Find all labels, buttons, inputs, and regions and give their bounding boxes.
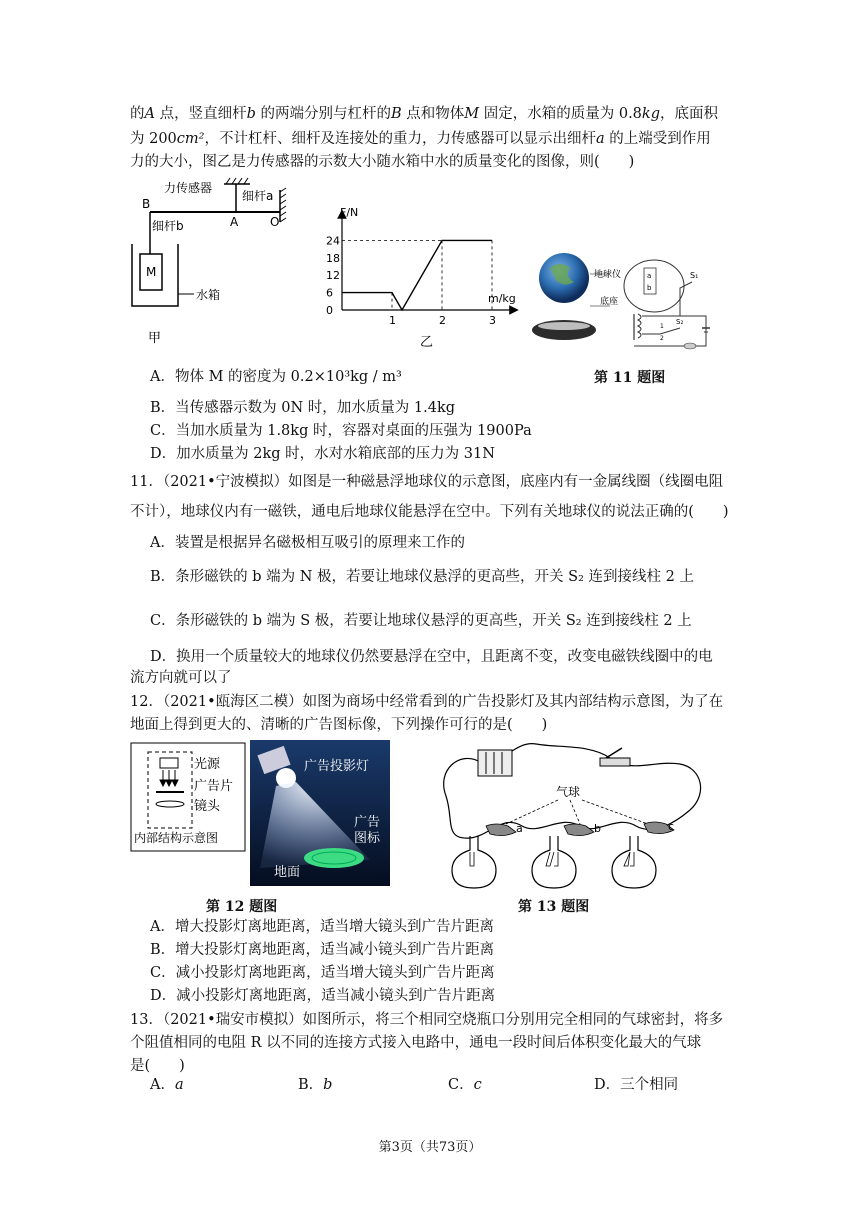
- x-tick-label: 3: [489, 314, 496, 327]
- y-tick-label: 24: [326, 234, 340, 248]
- label-globe: 地球仪: [594, 270, 622, 280]
- q12-stem-1: 12．（2021•瓯海区二模）如图为商场中经常看到的广告投影灯及其内部结构示意图，为了在: [130, 694, 724, 710]
- figure-13: [440, 740, 710, 890]
- intro-line-2: 为 200cm²，不计杠杆、细杆及连接处的重力，力传感器可以显示出细杆a 的上端受到作用: [130, 131, 711, 147]
- caption-jia: 甲: [148, 331, 162, 346]
- label-c: c: [668, 820, 675, 833]
- label-ad-film: 广告片: [194, 779, 234, 794]
- switch-icon: [600, 758, 630, 766]
- svg-text:b: b: [647, 284, 652, 292]
- label-rod-b: 细杆b: [152, 219, 184, 233]
- svg-text:1: 1: [660, 323, 664, 330]
- q13-stem-2: 个阻值相同的电阻 R 以不同的连接方式接入电路中，通电一段时间后体积变化最大的气球: [130, 1035, 702, 1051]
- label-lens: 镜头: [194, 799, 221, 814]
- q13-option-c[interactable]: C．c: [448, 1077, 482, 1093]
- figure-jia: [130, 172, 300, 352]
- chart-yi: [300, 200, 530, 352]
- photo-icon-1: 广告: [354, 815, 381, 830]
- y-tick-label: 18: [326, 251, 340, 265]
- label-sensor: 力传感器: [164, 181, 213, 195]
- svg-text:S₂: S₂: [676, 318, 684, 326]
- q12-option-a[interactable]: A．增大投影灯离地距离，适当增大镜头到广告片距离: [150, 919, 494, 935]
- label-A: A: [230, 215, 239, 229]
- caption-fig13: 第 13 题图: [518, 899, 590, 915]
- q13-stem-1: 13．（2021•瑞安市模拟）如图所示，将三个相同空烧瓶口分别用完全相同的气球密封，将多: [130, 1012, 724, 1028]
- q11-option-a[interactable]: A．装置是根据异名磁极相互吸引的原理来工作的: [150, 535, 465, 551]
- label-rod-a: 细杆a: [242, 189, 274, 203]
- figure-11: [530, 248, 730, 360]
- x-tick-label: 1: [389, 314, 396, 327]
- svg-text:a: a: [647, 272, 652, 280]
- label-base: 底座: [600, 297, 619, 307]
- label-tank: 水箱: [196, 288, 221, 302]
- q11-option-b[interactable]: B．条形磁铁的 b 端为 N 极，若要让地球仪悬浮的更高些，开关 S₂ 连到接线柱 2 上: [150, 569, 694, 585]
- intro-line-1: 的A 点，竖直细杆b 的两端分别与杠杆的B 点和物体M 固定，水箱的质量为 0.8kg，底面积: [130, 106, 718, 122]
- y-tick-label: 12: [326, 269, 340, 283]
- q10-option-c[interactable]: C．当加水质量为 1.8kg 时，容器对桌面的压强为 1900Pa: [150, 423, 532, 439]
- photo-icon-2: 图标: [354, 831, 381, 846]
- photo-title: 广告投影灯: [304, 759, 370, 774]
- q12-option-c[interactable]: C．减小投影灯离地距离，适当增大镜头到广告片距离: [150, 965, 495, 981]
- q11-option-c[interactable]: C．条形磁铁的 b 端为 S 极，若要让地球仪悬浮的更高些，开关 S₂ 连到接线柱 2 上: [150, 613, 692, 629]
- label-O: O: [270, 215, 280, 229]
- q13-option-b[interactable]: B．b: [298, 1077, 333, 1093]
- x-axis-label: m/kg: [488, 292, 516, 305]
- q12-option-d[interactable]: D．减小投影灯离地距离，适当减小镜头到广告片距离: [150, 988, 496, 1004]
- y-axis-label: F/N: [340, 206, 359, 219]
- intro-line-3: 力的大小，图乙是力传感器的示数大小随水箱中水的质量变化的图像，则( ): [130, 154, 635, 170]
- svg-text:2: 2: [660, 335, 664, 342]
- q13-stem-3: 是( ): [130, 1058, 185, 1074]
- q13-option-a[interactable]: A．a: [150, 1077, 184, 1093]
- x-tick-label: 2: [439, 314, 446, 327]
- battery-icon: [478, 750, 512, 776]
- series-line: [342, 240, 492, 310]
- svg-text:S₁: S₁: [690, 271, 699, 280]
- y-tick-label: 0: [326, 304, 333, 317]
- caption-fig11: 第 11 题图: [594, 370, 666, 386]
- q11-option-d-1[interactable]: D．换用一个质量较大的地球仪仍然要悬浮在空中，且距离不变，改变电磁铁线圈中的电: [150, 649, 713, 665]
- label-a: a: [516, 822, 523, 835]
- label-B: B: [142, 197, 151, 211]
- q11-option-d-2: 流方向就可以了: [130, 670, 232, 686]
- caption-fig12: 第 12 题图: [206, 899, 278, 915]
- label-b: b: [594, 822, 601, 835]
- q10-option-b[interactable]: B．当传感器示数为 0N 时，加水质量为 1.4kg: [150, 400, 456, 416]
- q12-option-b[interactable]: B．增大投影灯离地距离，适当减小镜头到广告片距离: [150, 942, 495, 958]
- label-M: M: [146, 265, 157, 279]
- q13-option-d[interactable]: D．三个相同: [594, 1077, 679, 1093]
- q12-stem-2: 地面上得到更大的、清晰的广告图标像，下列操作可行的是( ): [130, 717, 548, 733]
- page-footer: 第3页（共73页）: [378, 1140, 482, 1155]
- q10-option-d[interactable]: D．加水质量为 2kg 时，水对水箱底部的压力为 31N: [150, 446, 495, 462]
- y-tick-label: 6: [326, 286, 333, 300]
- photo-ground: 地面: [274, 865, 301, 880]
- q11-stem-1: 11．（2021•宁波模拟）如图是一种磁悬浮地球仪的示意图，底座内有一金属线圈（线圈电阻: [130, 474, 724, 490]
- label-structure-caption: 内部结构示意图: [134, 831, 219, 845]
- caption-yi: 乙: [420, 335, 434, 350]
- label-balloon: 气球: [556, 785, 581, 799]
- figure-12-structure: [130, 742, 246, 854]
- figure-12-photo: [250, 740, 390, 886]
- label-light-source: 光源: [194, 757, 221, 772]
- q11-stem-2: 不计），地球仪内有一磁铁，通电后地球仪能悬浮在空中。下列有关地球仪的说法正确的( ): [130, 504, 729, 520]
- q10-option-a[interactable]: A．物体 M 的密度为 0.2×10³kg / m³: [150, 369, 402, 385]
